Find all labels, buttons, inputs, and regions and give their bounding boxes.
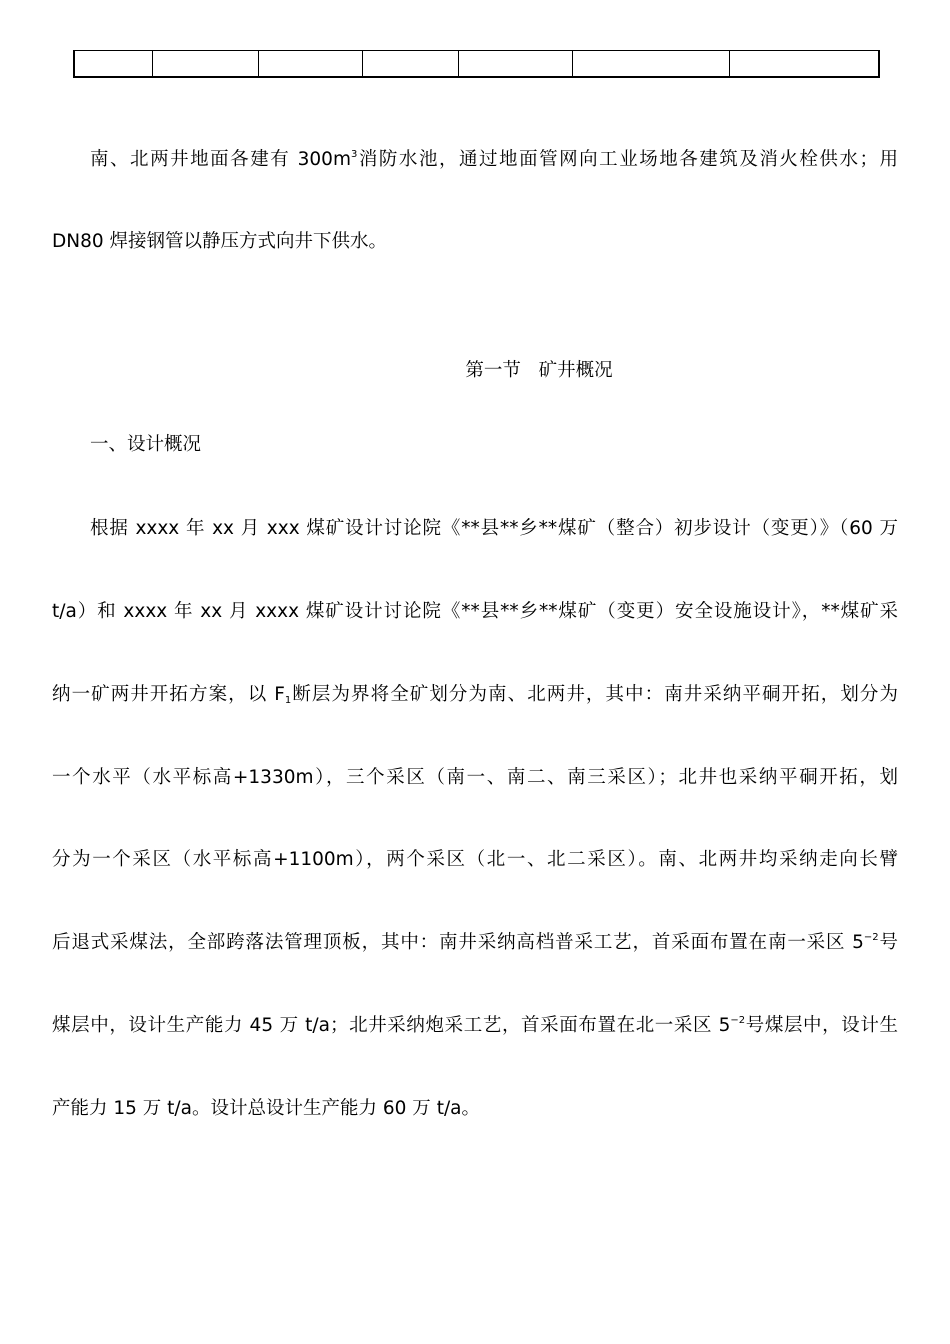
text-span: 纳一矿两井开拓方案，以 F: [52, 684, 285, 705]
paragraph-line: DN80 焊接钢管以静压方式向井下供水。: [52, 231, 388, 252]
paragraph-line: 分为一个采区（水平标高+1100m），两个采区（北一、北二采区）。南、北两井均采纳走向长臂: [52, 849, 898, 870]
paragraph-line: 根据 xxxx 年 xx 月 xxx 煤矿设计讨论院《**县**乡**煤矿（整合）初步设计（变更）》（60 万: [90, 518, 898, 539]
table-cell: [729, 51, 879, 78]
table-cell: [74, 51, 152, 78]
superscript: −2: [863, 932, 879, 943]
paragraph-line: 产能力 15 万 t/a。设计总设计生产能力 60 万 t/a。: [52, 1098, 481, 1119]
table-row: [74, 51, 879, 78]
subscript: 1: [284, 695, 292, 706]
paragraph-line: [52, 1013, 898, 1039]
table-fragment: [73, 50, 880, 78]
table-cell: [152, 51, 258, 78]
table-cell: [572, 51, 729, 78]
text-span: 南、北两井地面各建有 300m: [90, 149, 351, 170]
paragraph-line: [52, 930, 898, 956]
text-span: 消防水池，通过地面管网向工业场地各建筑及消火栓供水；用: [357, 149, 898, 170]
superscript: −2: [730, 1015, 746, 1026]
table-cell: [362, 51, 458, 78]
section-title: 第一节 矿井概况: [465, 360, 613, 381]
text-span: 后退式采煤法，全部跨落法管理顶板，其中：南井采纳高档普采工艺，首采面布置在南一采区 5: [52, 932, 864, 953]
text-span: 煤层中，设计生产能力 45 万 t/a；北井采纳炮采工艺，首采面布置在北一采区 5: [52, 1015, 731, 1036]
superscript: 3: [350, 149, 358, 160]
text-span: 号: [878, 932, 898, 953]
paragraph-line: t/a）和 xxxx 年 xx 月 xxxx 煤矿设计讨论院《**县**乡**煤矿（变更）安全设施设计》，**煤矿采: [52, 601, 898, 622]
paragraph-line: [52, 147, 898, 173]
paragraph-line: 一个水平（水平标高+1330m），三个采区（南一、南二、南三采区）；北井也采纳平硐开拓，划: [52, 767, 898, 788]
section-subtitle: 一、设计概况: [90, 434, 202, 455]
table-cell: [458, 51, 572, 78]
paragraph-line: [52, 682, 898, 708]
text-span: 断层为界将全矿划分为南、北两井，其中：南井采纳平硐开拓，划分为: [291, 684, 898, 705]
table-cell: [258, 51, 362, 78]
text-span: 号煤层中，设计生: [745, 1015, 898, 1036]
